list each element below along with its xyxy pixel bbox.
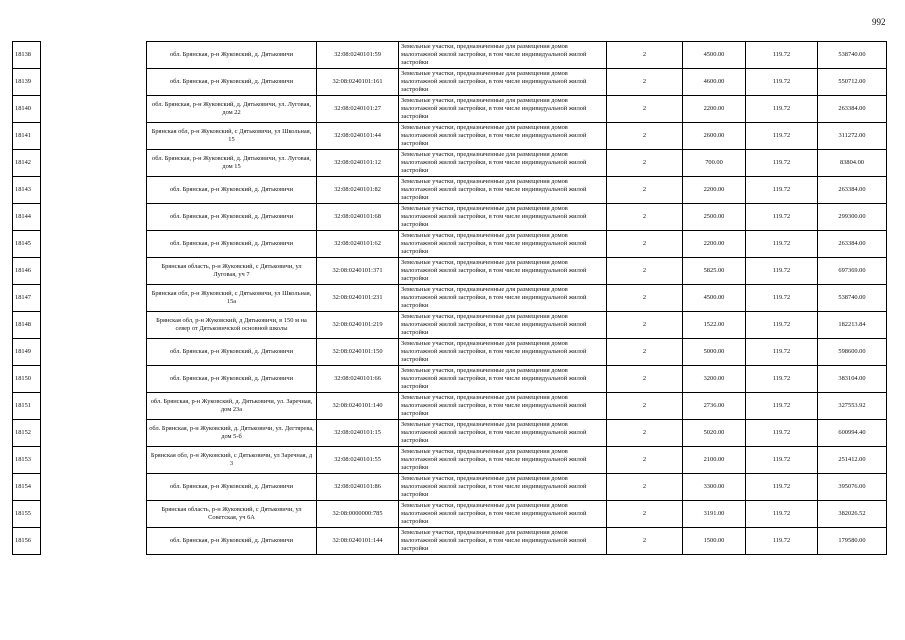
cadastral-number-cell: 32:08:0240101:144 <box>317 528 399 555</box>
table-row <box>13 393 887 420</box>
spacer-cell <box>41 69 147 96</box>
cadastral-number-cell: 32:08:0240101:55 <box>317 447 399 474</box>
cadastral-value-cell: 179580.00 <box>818 528 887 555</box>
land-category-cell: Земельные участки, предназначенные для размещения домов малоэтажной жилой застройки, в том числе индивидуальной жилой застройки <box>399 447 607 474</box>
address-cell: Брянская область, р-н Жуковский, с Дятьковичи, ул Луговая, уч 7 <box>147 258 317 285</box>
area-cell: 2200.00 <box>683 177 746 204</box>
row-number: 18138 <box>13 42 41 69</box>
specific-value-cell: 119.72 <box>746 366 818 393</box>
group-cell: 2 <box>607 474 683 501</box>
row-number: 18149 <box>13 339 41 366</box>
area-cell: 3200.00 <box>683 366 746 393</box>
area-cell: 1500.00 <box>683 528 746 555</box>
specific-value-cell: 119.72 <box>746 285 818 312</box>
table-row <box>13 366 887 393</box>
cadastral-value-cell: 263384.00 <box>818 231 887 258</box>
row-number: 18148 <box>13 312 41 339</box>
land-category-cell: Земельные участки, предназначенные для размещения домов малоэтажной жилой застройки, в том числе индивидуальной жилой застройки <box>399 69 607 96</box>
spacer-cell <box>41 339 147 366</box>
cadastral-number-cell: 32:08:0240101:68 <box>317 204 399 231</box>
table-row <box>13 96 887 123</box>
cadastral-number-cell: 32:08:0240101:27 <box>317 96 399 123</box>
land-category-cell: Земельные участки, предназначенные для размещения домов малоэтажной жилой застройки, в том числе индивидуальной жилой застройки <box>399 312 607 339</box>
cadastral-value-cell: 299300.00 <box>818 204 887 231</box>
table-row <box>13 69 887 96</box>
cadastral-number-cell: 32:08:0240101:140 <box>317 393 399 420</box>
land-category-cell: Земельные участки, предназначенные для размещения домов малоэтажной жилой застройки, в том числе индивидуальной жилой застройки <box>399 96 607 123</box>
specific-value-cell: 119.72 <box>746 96 818 123</box>
table-row <box>13 312 887 339</box>
land-category-cell: Земельные участки, предназначенные для размещения домов малоэтажной жилой застройки, в том числе индивидуальной жилой застройки <box>399 366 607 393</box>
table-row <box>13 447 887 474</box>
cadastral-value-cell: 251412.00 <box>818 447 887 474</box>
specific-value-cell: 119.72 <box>746 339 818 366</box>
land-category-cell: Земельные участки, предназначенные для размещения домов малоэтажной жилой застройки, в том числе индивидуальной жилой застройки <box>399 393 607 420</box>
specific-value-cell: 119.72 <box>746 474 818 501</box>
row-number: 18155 <box>13 501 41 528</box>
land-category-cell: Земельные участки, предназначенные для размещения домов малоэтажной жилой застройки, в том числе индивидуальной жилой застройки <box>399 123 607 150</box>
cadastral-value-cell: 263384.00 <box>818 177 887 204</box>
cadastral-number-cell: 32:08:0000000:785 <box>317 501 399 528</box>
land-category-cell: Земельные участки, предназначенные для размещения домов малоэтажной жилой застройки, в том числе индивидуальной жилой застройки <box>399 177 607 204</box>
address-cell: Брянская обл, р-н Жуковский, с Дятьковичи, ул Школьная, 15 <box>147 123 317 150</box>
spacer-cell <box>41 366 147 393</box>
spacer-cell <box>41 501 147 528</box>
spacer-cell <box>41 312 147 339</box>
cadastral-value-cell: 83804.00 <box>818 150 887 177</box>
land-category-cell: Земельные участки, предназначенные для размещения домов малоэтажной жилой застройки, в том числе индивидуальной жилой застройки <box>399 285 607 312</box>
group-cell: 2 <box>607 285 683 312</box>
area-cell: 5000.00 <box>683 339 746 366</box>
specific-value-cell: 119.72 <box>746 393 818 420</box>
table-row <box>13 501 887 528</box>
area-cell: 3191.00 <box>683 501 746 528</box>
area-cell: 5020.00 <box>683 420 746 447</box>
group-cell: 2 <box>607 96 683 123</box>
cadastral-number-cell: 32:08:0240101:44 <box>317 123 399 150</box>
spacer-cell <box>41 528 147 555</box>
specific-value-cell: 119.72 <box>746 528 818 555</box>
area-cell: 2500.00 <box>683 204 746 231</box>
specific-value-cell: 119.72 <box>746 150 818 177</box>
land-category-cell: Земельные участки, предназначенные для размещения домов малоэтажной жилой застройки, в том числе индивидуальной жилой застройки <box>399 339 607 366</box>
cadastral-value-cell: 383104.00 <box>818 366 887 393</box>
cadastral-value-cell: 550712.00 <box>818 69 887 96</box>
cadastral-number-cell: 32:08:0240101:371 <box>317 258 399 285</box>
address-cell: обл. Брянская, р-н Жуковский, д. Дятьковичи <box>147 42 317 69</box>
group-cell: 2 <box>607 231 683 258</box>
cadastral-number-cell: 32:08:0240101:15 <box>317 420 399 447</box>
cadastral-value-cell: 395076.00 <box>818 474 887 501</box>
address-cell: обл. Брянская, р-н Жуковский, д. Дятьковичи <box>147 204 317 231</box>
row-number: 18151 <box>13 393 41 420</box>
row-number: 18147 <box>13 285 41 312</box>
address-cell: Брянская обл, р-н Жуковский, с Дятьковичи, ул Школьная, 15а <box>147 285 317 312</box>
cadastral-value-cell: 598600.00 <box>818 339 887 366</box>
spacer-cell <box>41 420 147 447</box>
cadastral-number-cell: 32:08:0240101:82 <box>317 177 399 204</box>
address-cell: обл. Брянская, р-н Жуковский, д. Дятьковичи <box>147 366 317 393</box>
cadastral-value-cell: 182213.84 <box>818 312 887 339</box>
address-cell: обл. Брянская, р-н Жуковский, д. Дятьковичи, ул. Дегтярева, дом 5-б <box>147 420 317 447</box>
spacer-cell <box>41 177 147 204</box>
group-cell: 2 <box>607 366 683 393</box>
address-cell: обл. Брянская, р-н Жуковский, д. Дятьковичи <box>147 231 317 258</box>
specific-value-cell: 119.72 <box>746 447 818 474</box>
area-cell: 2200.00 <box>683 96 746 123</box>
land-category-cell: Земельные участки, предназначенные для размещения домов малоэтажной жилой застройки, в том числе индивидуальной жилой застройки <box>399 231 607 258</box>
row-number: 18154 <box>13 474 41 501</box>
row-number: 18152 <box>13 420 41 447</box>
cadastral-number-cell: 32:08:0240101:161 <box>317 69 399 96</box>
row-number: 18145 <box>13 231 41 258</box>
land-category-cell: Земельные участки, предназначенные для размещения домов малоэтажной жилой застройки, в том числе индивидуальной жилой застройки <box>399 150 607 177</box>
address-cell: обл. Брянская, р-н Жуковский, д. Дятьковичи, ул. Заречная, дом 23а <box>147 393 317 420</box>
area-cell: 2736.00 <box>683 393 746 420</box>
area-cell: 2600.00 <box>683 123 746 150</box>
row-number: 18139 <box>13 69 41 96</box>
table-row <box>13 528 887 555</box>
group-cell: 2 <box>607 123 683 150</box>
group-cell: 2 <box>607 528 683 555</box>
address-cell: обл. Брянская, р-н Жуковский, д. Дятьковичи <box>147 528 317 555</box>
area-cell: 4600.00 <box>683 69 746 96</box>
address-cell: обл. Брянская, р-н Жуковский, д. Дятьковичи, ул. Луговая, дом 15 <box>147 150 317 177</box>
cadastral-value-cell: 311272.00 <box>818 123 887 150</box>
spacer-cell <box>41 150 147 177</box>
group-cell: 2 <box>607 204 683 231</box>
group-cell: 2 <box>607 150 683 177</box>
table-row <box>13 177 887 204</box>
specific-value-cell: 119.72 <box>746 69 818 96</box>
spacer-cell <box>41 231 147 258</box>
table-row <box>13 420 887 447</box>
table-row <box>13 285 887 312</box>
row-number: 18141 <box>13 123 41 150</box>
table-row <box>13 150 887 177</box>
area-cell: 4500.00 <box>683 42 746 69</box>
land-category-cell: Земельные участки, предназначенные для размещения домов малоэтажной жилой застройки, в том числе индивидуальной жилой застройки <box>399 258 607 285</box>
table-row <box>13 204 887 231</box>
specific-value-cell: 119.72 <box>746 231 818 258</box>
specific-value-cell: 119.72 <box>746 42 818 69</box>
group-cell: 2 <box>607 312 683 339</box>
cadastral-value-cell: 263384.00 <box>818 96 887 123</box>
cadastral-value-table <box>12 41 887 555</box>
table-row <box>13 474 887 501</box>
row-number: 18143 <box>13 177 41 204</box>
address-cell: Брянская обл, р-н Жуковский, с Дятьковичи, ул Заречная, д 3 <box>147 447 317 474</box>
table-row <box>13 258 887 285</box>
land-category-cell: Земельные участки, предназначенные для размещения домов малоэтажной жилой застройки, в том числе индивидуальной жилой застройки <box>399 204 607 231</box>
cadastral-number-cell: 32:08:0240101:59 <box>317 42 399 69</box>
address-cell: обл. Брянская, р-н Жуковский, д. Дятьковичи <box>147 339 317 366</box>
area-cell: 4500.00 <box>683 285 746 312</box>
specific-value-cell: 119.72 <box>746 420 818 447</box>
row-number: 18146 <box>13 258 41 285</box>
spacer-cell <box>41 42 147 69</box>
cadastral-number-cell: 32:08:0240101:86 <box>317 474 399 501</box>
specific-value-cell: 119.72 <box>746 501 818 528</box>
address-cell: обл. Брянская, р-н Жуковский, д. Дятьковичи <box>147 177 317 204</box>
spacer-cell <box>41 393 147 420</box>
page-number: 992 <box>872 17 886 27</box>
row-number: 18140 <box>13 96 41 123</box>
group-cell: 2 <box>607 447 683 474</box>
cadastral-number-cell: 32:08:0240101:150 <box>317 339 399 366</box>
land-category-cell: Земельные участки, предназначенные для размещения домов малоэтажной жилой застройки, в том числе индивидуальной жилой застройки <box>399 501 607 528</box>
spacer-cell <box>41 285 147 312</box>
table-row <box>13 123 887 150</box>
specific-value-cell: 119.72 <box>746 312 818 339</box>
spacer-cell <box>41 447 147 474</box>
cadastral-number-cell: 32:08:0240101:12 <box>317 150 399 177</box>
area-cell: 2200.00 <box>683 231 746 258</box>
row-number: 18153 <box>13 447 41 474</box>
row-number: 18156 <box>13 528 41 555</box>
area-cell: 5825.00 <box>683 258 746 285</box>
cadastral-value-cell: 600994.40 <box>818 420 887 447</box>
area-cell: 1522.00 <box>683 312 746 339</box>
spacer-cell <box>41 123 147 150</box>
area-cell: 3300.00 <box>683 474 746 501</box>
address-cell: Брянская обл, р-н Жуковский, д Дятьковичи, в 150 м на север от Дятьковичской основной школы <box>147 312 317 339</box>
address-cell: обл. Брянская, р-н Жуковский, д. Дятьковичи <box>147 474 317 501</box>
row-number: 18150 <box>13 366 41 393</box>
spacer-cell <box>41 204 147 231</box>
row-number: 18144 <box>13 204 41 231</box>
cadastral-value-cell: 538740.00 <box>818 285 887 312</box>
spacer-cell <box>41 258 147 285</box>
table-row <box>13 231 887 258</box>
area-cell: 700.00 <box>683 150 746 177</box>
group-cell: 2 <box>607 420 683 447</box>
group-cell: 2 <box>607 177 683 204</box>
group-cell: 2 <box>607 42 683 69</box>
specific-value-cell: 119.72 <box>746 204 818 231</box>
specific-value-cell: 119.72 <box>746 123 818 150</box>
table-row <box>13 339 887 366</box>
address-cell: Брянская область, р-н Жуковский, с Дятьковичи, ул Советская, уч 6А <box>147 501 317 528</box>
cadastral-value-cell: 538740.00 <box>818 42 887 69</box>
cadastral-number-cell: 32:08:0240101:219 <box>317 312 399 339</box>
spacer-cell <box>41 96 147 123</box>
address-cell: обл. Брянская, р-н Жуковский, д. Дятьковичи, ул. Луговая, дом 22 <box>147 96 317 123</box>
cadastral-number-cell: 32:08:0240101:231 <box>317 285 399 312</box>
group-cell: 2 <box>607 258 683 285</box>
cadastral-value-cell: 327553.92 <box>818 393 887 420</box>
land-category-cell: Земельные участки, предназначенные для размещения домов малоэтажной жилой застройки, в том числе индивидуальной жилой застройки <box>399 42 607 69</box>
group-cell: 2 <box>607 501 683 528</box>
row-number: 18142 <box>13 150 41 177</box>
land-category-cell: Земельные участки, предназначенные для размещения домов малоэтажной жилой застройки, в том числе индивидуальной жилой застройки <box>399 474 607 501</box>
cadastral-value-cell: 382026.52 <box>818 501 887 528</box>
cadastral-value-cell: 697369.00 <box>818 258 887 285</box>
specific-value-cell: 119.72 <box>746 258 818 285</box>
land-category-cell: Земельные участки, предназначенные для размещения домов малоэтажной жилой застройки, в том числе индивидуальной жилой застройки <box>399 420 607 447</box>
spacer-cell <box>41 474 147 501</box>
cadastral-number-cell: 32:08:0240101:66 <box>317 366 399 393</box>
specific-value-cell: 119.72 <box>746 177 818 204</box>
land-category-cell: Земельные участки, предназначенные для размещения домов малоэтажной жилой застройки, в том числе индивидуальной жилой застройки <box>399 528 607 555</box>
cadastral-number-cell: 32:08:0240101:62 <box>317 231 399 258</box>
group-cell: 2 <box>607 393 683 420</box>
area-cell: 2100.00 <box>683 447 746 474</box>
group-cell: 2 <box>607 69 683 96</box>
group-cell: 2 <box>607 339 683 366</box>
table-row <box>13 42 887 69</box>
address-cell: обл. Брянская, р-н Жуковский, д. Дятьковичи <box>147 69 317 96</box>
